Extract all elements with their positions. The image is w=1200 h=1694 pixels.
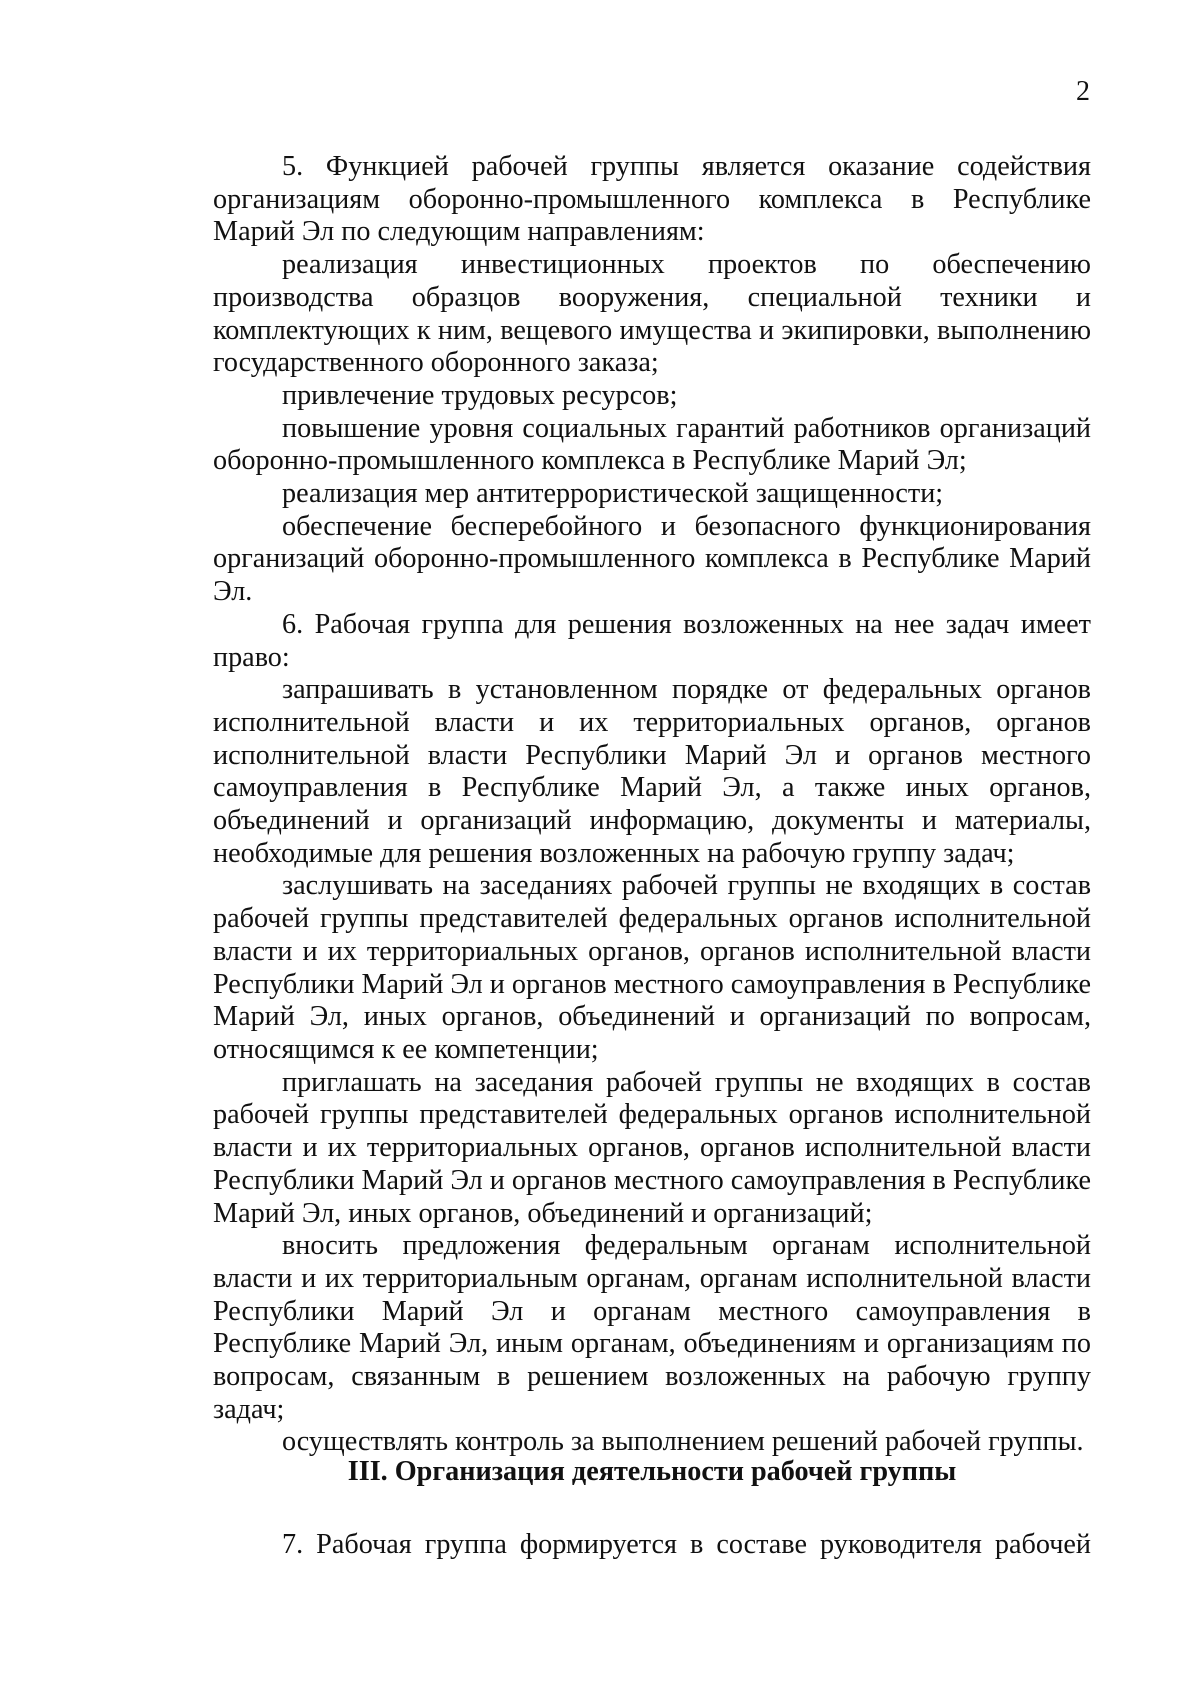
paragraph-5-intro: 5. Функцией рабочей группы является оказание содействия организациям оборонно-промышленного комплекса в Республике Марий Эл по следующим направлениям: (213, 151, 1091, 248)
right-hear-representatives: заслушивать на заседаниях рабочей группы не входящих в состав рабочей группы представителей федеральных органов исполнительной власти и их территориальных органов, органов исполнительной власти Республики Марий Эл и органов местного самоуправления в Республике Марий Эл, иных органов, объединений и организаций по вопросам, относящимся к ее компетенции; (213, 870, 1091, 1065)
right-invite-representatives: приглашать на заседания рабочей группы не входящих в состав рабочей группы представителей федеральных органов исполнительной власти и их территориальных органов, органов исполнительной власти Республики Марий Эл и органов местного самоуправления в Республике Марий Эл, иных органов, объединений и организаций; (213, 1066, 1091, 1229)
page-number: 2 (1076, 76, 1090, 107)
document-body (213, 151, 1091, 1459)
right-submit-proposals: вносить предложения федеральным органам исполнительной власти и их территориальным органам, органам исполнительной власти Республики Марий Эл и органам местного самоуправления в Республике Марий Эл, иным органам, объединениям и организациям по вопросам, связанным в решением возложенных на рабочую группу задач; (213, 1230, 1091, 1425)
paragraph-6-intro: 6. Рабочая группа для решения возложенных на нее задач имеет право: (213, 608, 1091, 673)
list-item-social-guarantees: повышение уровня социальных гарантий работников организаций оборонно-промышленного комплекса в Республике Марий Эл; (213, 412, 1091, 477)
list-item-investment-projects: реализация инвестиционных проектов по обеспечению производства образцов вооружения, специальной техники и комплектующих к ним, вещевого имущества и экипировки, выполнению государственного оборонного заказа; (213, 249, 1091, 379)
right-request-information: запрашивать в установленном порядке от федеральных органов исполнительной власти и их территориальных органов, органов исполнительной власти Республики Марий Эл и органов местного самоуправления в Республике Марий Эл, а также иных органов, объединений и организаций информацию, документы и материалы, необходимые для решения возложенных на рабочую группу задач; (213, 674, 1091, 869)
paragraph-7-start: 7. Рабочая группа формируется в составе руководителя рабочей (282, 1529, 1091, 1560)
section-heading: III. Организация деятельности рабочей группы (347, 1456, 957, 1487)
list-item-labor-resources: привлечение трудовых ресурсов; (282, 379, 678, 411)
list-item-antiterror-measures: реализация мер антитеррористической защищенности; (282, 478, 944, 510)
right-monitor-decisions: осуществлять контроль за выполнением решений рабочей группы. (282, 1426, 1084, 1458)
list-item-uninterrupted-operation: обеспечение бесперебойного и безопасного функционирования организаций оборонно-промышленного комплекса в Республике Марий Эл. (213, 510, 1091, 608)
